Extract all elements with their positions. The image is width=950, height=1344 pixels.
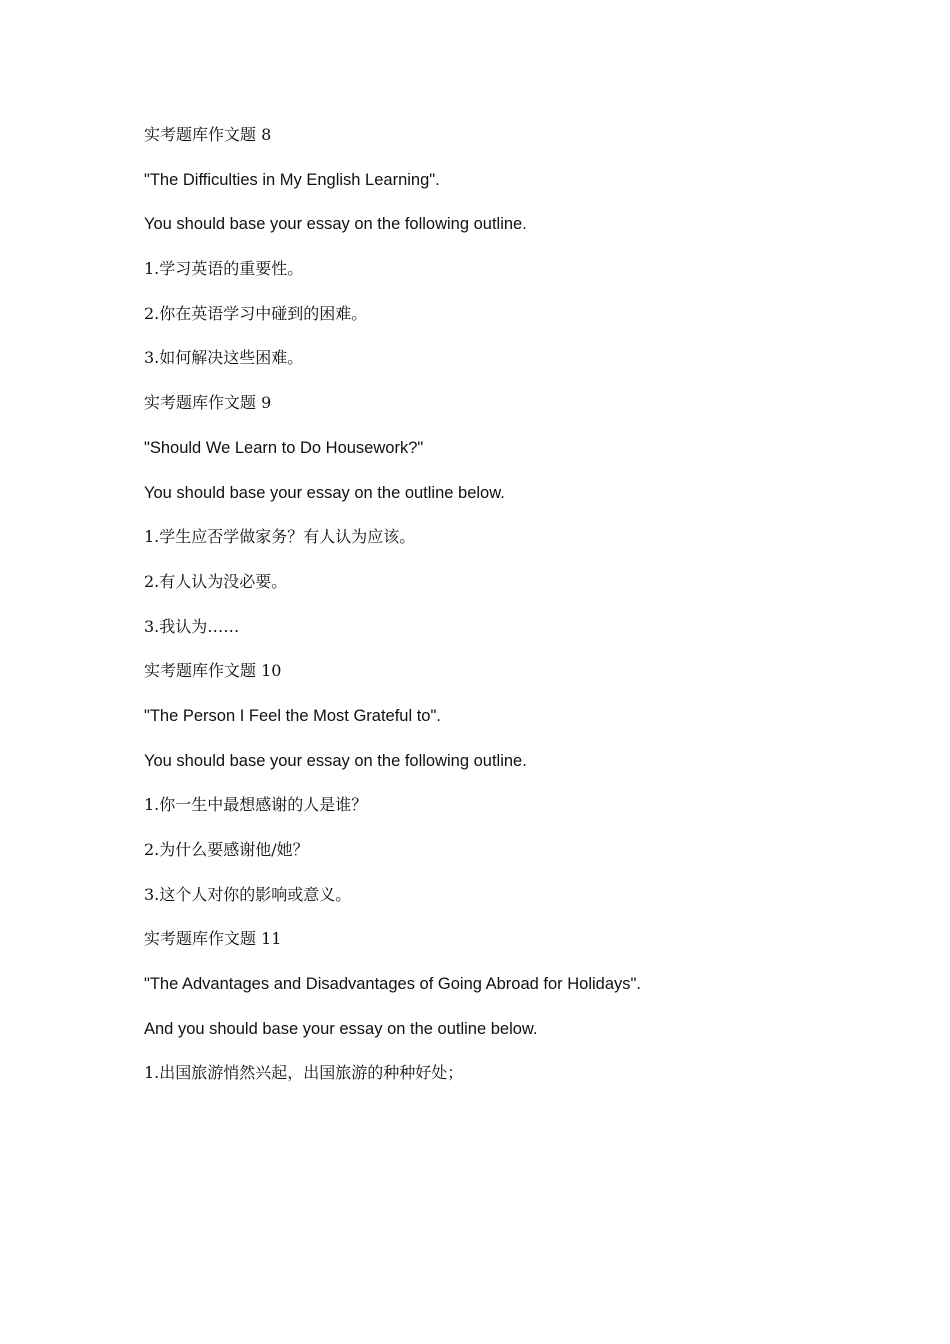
outline-point: 1.学习英语的重要性。: [144, 259, 304, 279]
prompt-title: "The Advantages and Disadvantages of Going Abroad for Holidays".: [144, 975, 641, 994]
essay-prompt-9: [144, 392, 844, 637]
outline-point: 3.如何解决这些困难。: [144, 348, 304, 368]
prompt-heading: 实考题库作文题 11: [144, 929, 282, 949]
prompt-instruction: You should base your essay on the following outline.: [144, 751, 527, 770]
outline-point: 1.学生应否学做家务？有人认为应该。: [144, 527, 416, 547]
outline-point: 2.为什么要感谢他/她？: [144, 840, 309, 859]
outline-point: 2.有人认为没必要。: [144, 571, 288, 591]
prompt-instruction: And you should base your essay on the outline below.: [144, 1019, 538, 1038]
prompt-instruction: You should base your essay on the following outline.: [144, 215, 527, 234]
outline-point: 3.我认为……: [144, 616, 240, 636]
outline-point: 1.你一生中最想感谢的人是谁？: [144, 795, 368, 815]
prompt-title: "Should We Learn to Do Housework?": [144, 438, 424, 457]
prompt-title: "The Difficulties in My English Learning".: [144, 170, 440, 189]
prompt-heading: 实考题库作文题 8: [144, 125, 272, 144]
document-page: [144, 124, 844, 1107]
prompt-title: "The Person I Feel the Most Grateful to".: [144, 706, 441, 725]
prompt-instruction: You should base your essay on the outline below.: [144, 483, 505, 502]
prompt-heading: 实考题库作文题 9: [144, 393, 272, 413]
essay-prompt-10: [144, 660, 844, 905]
essay-prompt-8: [144, 124, 844, 369]
outline-point: 2.你在英语学习中碰到的困难。: [144, 303, 368, 323]
essay-prompt-11: [144, 928, 844, 1084]
outline-point: 3.这个人对你的影响或意义。: [144, 884, 352, 904]
outline-point: 1.出国旅游悄然兴起，出国旅游的种种好处；: [144, 1063, 464, 1083]
prompt-heading: 实考题库作文题 10: [144, 661, 282, 681]
